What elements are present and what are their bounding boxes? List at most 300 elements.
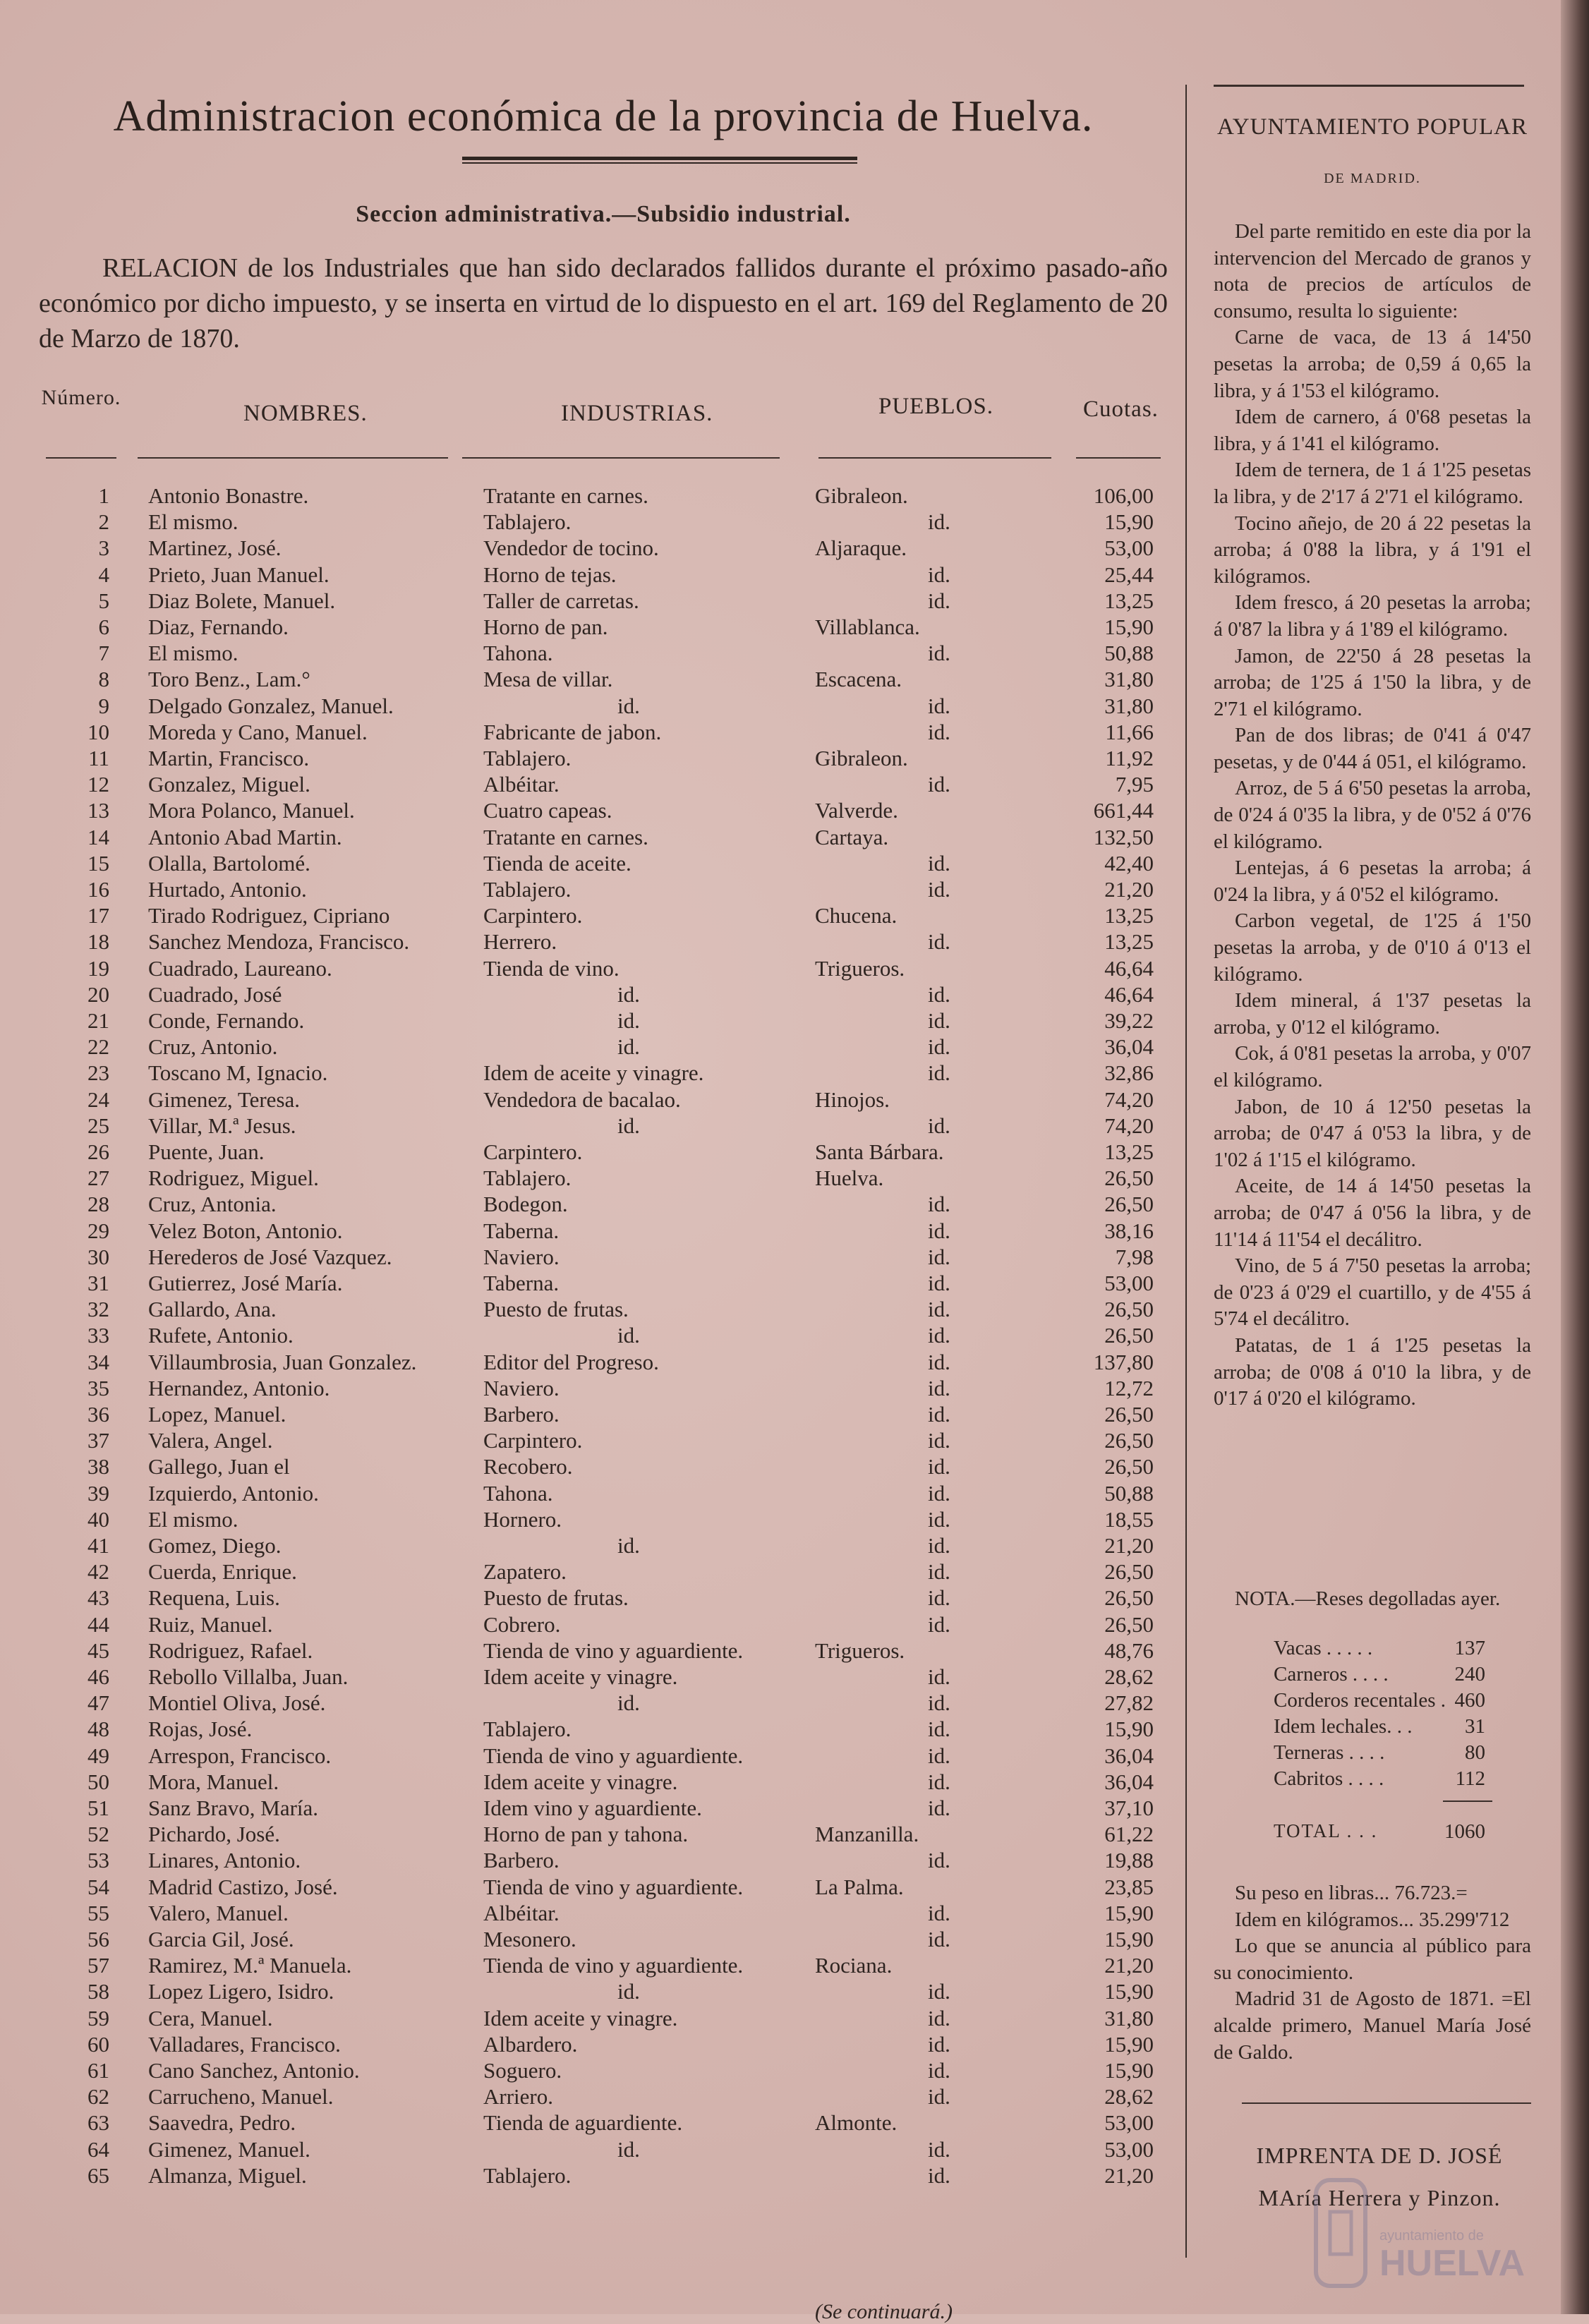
row-quota: 26,50 [1104, 1323, 1154, 1348]
row-number: 9 [98, 693, 109, 718]
row-number: 26 [87, 1139, 109, 1164]
row-quota: 48,76 [1104, 1638, 1154, 1663]
header-cuotas: Cuotas. [1083, 397, 1159, 422]
table-row [39, 1139, 1168, 1166]
row-name: Rodriguez, Miguel. [148, 1166, 319, 1191]
price-paragraph: Lentejas, á 6 pesetas la arroba; á 0'24 la libra, y á 0'52 el kilógramo. [1214, 857, 1531, 906]
row-name: Cano Sanchez, Antonio. [148, 2058, 360, 2083]
row-number: 30 [87, 1244, 109, 1269]
row-town: id. [928, 2136, 950, 2162]
row-name: Saavedra, Pedro. [148, 2110, 296, 2136]
row-number: 21 [87, 1008, 109, 1033]
table-row [39, 2058, 1168, 2084]
row-name: Gimenez, Teresa. [148, 1087, 301, 1112]
sidebar-subtitle: DE MADRID. [1324, 171, 1421, 186]
row-industry: Albardero. [483, 2031, 578, 2057]
row-number: 46 [87, 1664, 109, 1689]
table-row [39, 1087, 1168, 1113]
table-row [39, 509, 1168, 535]
row-name: Herederos de José Vazquez. [148, 1244, 392, 1269]
row-number: 62 [87, 2084, 109, 2110]
reses-value: 31 [1465, 1715, 1485, 1738]
row-name: Rojas, José. [148, 1717, 253, 1742]
row-number: 52 [87, 1822, 109, 1847]
row-name: Arrespon, Francisco. [148, 1743, 332, 1768]
row-town: id. [928, 1690, 950, 1716]
row-industry: Carpintero. [483, 1139, 583, 1164]
row-industry: Taller de carretas. [483, 588, 639, 613]
row-number: 2 [98, 509, 109, 535]
row-name: Mora Polanco, Manuel. [148, 798, 355, 823]
row-name: Diaz Bolete, Manuel. [148, 588, 336, 613]
row-quota: 26,50 [1104, 1611, 1154, 1637]
row-name: Olalla, Bartolomé. [148, 850, 310, 876]
price-paragraph: Idem de carnero, á 0'68 pesetas la libra, y á 1'41 el kilógramo. [1214, 406, 1531, 455]
row-number: 31 [87, 1271, 109, 1295]
row-number: 23 [87, 1060, 109, 1086]
table-row [39, 1323, 1168, 1349]
row-number: 53 [87, 1848, 109, 1873]
row-town: Huelva. [815, 1166, 884, 1191]
row-industry: Horno de tejas. [483, 562, 617, 587]
row-industry: Vendedor de tocino. [483, 535, 659, 561]
price-paragraph: Carne de vaca, de 13 á 14'50 pesetas la arroba; de 0,59 á 0,65 la libra, y á 1'53 el kilógramo. [1214, 326, 1531, 402]
row-name: Cuadrado, José [148, 981, 282, 1007]
row-number: 10 [87, 719, 109, 744]
row-industry: id. [617, 1690, 640, 1716]
header-industrias: INDUSTRIAS. [561, 401, 713, 426]
table-row [39, 1953, 1168, 1979]
price-paragraph: Idem mineral, á 1'37 pesetas la arroba, y 0'12 el kilógramo. [1214, 989, 1531, 1039]
reses-value: 80 [1465, 1741, 1485, 1764]
row-industry: id. [617, 1008, 640, 1033]
row-number: 50 [87, 1769, 109, 1794]
row-number: 25 [87, 1113, 109, 1138]
price-paragraph: Pan de dos libras; de 0'41 á 0'47 pesetas, y de 0'44 á 051, el kilógramo. [1214, 724, 1531, 773]
row-name: Hurtado, Antonio. [148, 877, 307, 902]
row-number: 54 [87, 1874, 109, 1899]
row-number: 33 [87, 1323, 109, 1348]
reses-label: Vacas . . . . . [1274, 1637, 1373, 1659]
row-quota: 15,90 [1104, 2058, 1154, 2083]
row-town: Manzanilla. [815, 1822, 919, 1847]
row-number: 32 [87, 1297, 109, 1322]
row-industry: Albéitar. [483, 772, 560, 797]
row-number: 17 [87, 903, 109, 928]
row-quota: 13,25 [1104, 1139, 1154, 1164]
row-quota: 21,20 [1104, 1533, 1154, 1558]
row-industry: id. [617, 2136, 640, 2162]
row-town: id. [928, 641, 950, 666]
row-number: 6 [98, 615, 109, 639]
price-paragraph: Cok, á 0'81 pesetas la arroba, y 0'07 el kilógramo. [1214, 1042, 1531, 1091]
table-row [39, 694, 1168, 720]
row-quota: 15,90 [1104, 2031, 1154, 2057]
row-quota: 53,00 [1104, 535, 1154, 561]
section-heading: Seccion administrativa.—Subsidio industrial. [356, 201, 851, 227]
row-industry: Idem aceite y vinagre. [483, 1664, 678, 1689]
row-number: 61 [87, 2058, 109, 2083]
table-row [39, 1481, 1168, 1507]
row-number: 48 [87, 1717, 109, 1742]
table-row [39, 1769, 1168, 1796]
row-town: Trigueros. [815, 1638, 905, 1663]
table-row [39, 1218, 1168, 1245]
row-quota: 46,64 [1104, 955, 1154, 981]
header-rule [818, 457, 1051, 459]
row-number: 24 [87, 1087, 109, 1112]
table-row [39, 851, 1168, 877]
row-quota: 15,90 [1104, 1979, 1154, 2004]
row-town: id. [928, 1533, 950, 1558]
row-number: 59 [87, 2005, 109, 2031]
row-name: Cuadrado, Laureano. [148, 955, 332, 981]
row-industry: Tienda de aguardiente. [483, 2110, 683, 2136]
row-quota: 13,25 [1104, 929, 1154, 955]
row-quota: 53,00 [1104, 2110, 1154, 2136]
row-industry: id. [617, 1533, 640, 1558]
row-name: Rodriguez, Rafael. [148, 1638, 313, 1663]
row-name: Gallardo, Ana. [148, 1297, 277, 1322]
row-quota: 7,98 [1115, 1244, 1154, 1269]
row-name: Lopez, Manuel. [148, 1402, 286, 1427]
row-quota: 36,04 [1104, 1769, 1154, 1794]
table-row [39, 1612, 1168, 1638]
row-name: Ruiz, Manuel. [148, 1611, 273, 1637]
row-quota: 15,90 [1104, 1900, 1154, 1925]
row-quota: 15,90 [1104, 615, 1154, 639]
row-industry: Arriero. [483, 2084, 553, 2110]
row-town: Valverde. [815, 798, 898, 823]
row-quota: 26,50 [1104, 1297, 1154, 1322]
row-industry: Zapatero. [483, 1559, 567, 1585]
row-name: Cruz, Antonio. [148, 1034, 278, 1060]
table-row [39, 1034, 1168, 1060]
row-number: 43 [87, 1585, 109, 1611]
table-row [39, 1559, 1168, 1585]
row-quota: 26,50 [1104, 1454, 1154, 1479]
row-quota: 50,88 [1104, 1480, 1154, 1506]
price-paragraph: Jamon, de 22'50 á 28 pesetas la arroba; de 1'25 á 1'50 la libra, y de 2'71 el kilógramo. [1214, 644, 1531, 720]
row-industry: Puesto de frutas. [483, 1585, 629, 1611]
row-name: Gimenez, Manuel. [148, 2136, 310, 2162]
row-quota: 36,04 [1104, 1034, 1154, 1060]
title-rule [462, 157, 857, 164]
row-town: id. [928, 1927, 950, 1951]
row-industry: id. [617, 1113, 640, 1138]
table-row [39, 798, 1168, 824]
row-number: 37 [87, 1428, 109, 1453]
row-name: Puente, Juan. [148, 1139, 265, 1164]
row-quota: 106,00 [1093, 483, 1154, 508]
row-industry: Tratante en carnes. [483, 483, 648, 508]
reses-table [1274, 1637, 1485, 1793]
row-name: Delgado Gonzalez, Manuel. [148, 693, 394, 718]
sidebar-title: AYUNTAMIENTO POPULAR [1217, 114, 1528, 140]
row-quota: 15,90 [1104, 509, 1154, 535]
row-number: 36 [87, 1402, 109, 1427]
row-town: id. [928, 1008, 950, 1033]
row-industry: Tablajero. [483, 2162, 572, 2188]
row-number: 55 [87, 1900, 109, 1925]
row-town: id. [928, 1060, 950, 1086]
row-town: id. [928, 1113, 950, 1138]
row-number: 38 [87, 1454, 109, 1479]
row-town: id. [928, 1034, 950, 1060]
row-number: 7 [98, 641, 109, 666]
reses-row [1274, 1715, 1485, 1741]
table-row [39, 1507, 1168, 1533]
price-paragraph: Idem de ternera, de 1 á 1'25 pesetas la libra, y de 2'17 á 2'71 el kilógramo. [1214, 459, 1531, 508]
row-number: 40 [87, 1506, 109, 1532]
row-number: 57 [87, 1953, 109, 1978]
row-name: Cera, Manuel. [148, 2005, 273, 2031]
row-number: 16 [87, 877, 109, 902]
row-number: 4 [98, 562, 109, 587]
row-name: Madrid Castizo, José. [148, 1874, 338, 1899]
row-number: 34 [87, 1349, 109, 1374]
row-town: id. [928, 1979, 950, 2004]
row-number: 45 [87, 1638, 109, 1663]
reses-label: Cabritos . . . . [1274, 1767, 1384, 1790]
row-quota: 74,20 [1104, 1087, 1154, 1112]
row-number: 5 [98, 588, 109, 613]
row-name: Velez Boton, Antonio. [148, 1218, 343, 1243]
price-paragraph: Del parte remitido en este dia por la intervencion del Mercado de granos y nota de precios de artículos de consumo, resulta lo siguiente: [1214, 220, 1531, 322]
row-industry: Puesto de frutas. [483, 1297, 629, 1322]
price-paragraph: Patatas, de 1 á 1'25 pesetas la arroba; de 0'08 á 0'10 la libra, y de 0'17 á 0'20 el kilógramo. [1214, 1333, 1531, 1410]
table-row [39, 903, 1168, 929]
row-name: Toro Benz., Lam.° [148, 667, 310, 692]
price-paragraph: Arroz, de 5 á 6'50 pesetas la arroba, de 0'24 á 0'35 la libra, y de 0'52 á 0'76 el kilógramo. [1214, 777, 1531, 853]
table-row [39, 1297, 1168, 1323]
row-name: Sanchez Mendoza, Francisco. [148, 929, 410, 955]
table-row [39, 1192, 1168, 1218]
row-industry: Fabricante de jabon. [483, 719, 662, 744]
row-number: 3 [98, 535, 109, 561]
row-industry: Barbero. [483, 1402, 560, 1427]
row-industry: Tablajero. [483, 509, 572, 535]
row-quota: 38,16 [1104, 1218, 1154, 1243]
row-town: id. [928, 929, 950, 955]
table-row [39, 667, 1168, 693]
reses-row [1274, 1637, 1485, 1663]
sidebar-footer [1214, 1880, 1531, 2066]
table-row [39, 1402, 1168, 1428]
row-number: 14 [87, 824, 109, 849]
row-quota: 31,80 [1104, 2005, 1154, 2031]
row-industry: Naviero. [483, 1375, 560, 1400]
row-number: 47 [87, 1690, 109, 1716]
row-number: 22 [87, 1034, 109, 1060]
row-town: id. [928, 1402, 950, 1427]
sum-rule [1443, 1801, 1492, 1802]
price-paragraph: Jabon, de 10 á 12'50 pesetas la arroba; de 0'47 á 0'53 la libra, y de 1'02 á 1'15 el kilógramo. [1214, 1095, 1531, 1171]
table-row [39, 1533, 1168, 1559]
row-quota: 46,64 [1104, 981, 1154, 1007]
row-town: id. [928, 719, 950, 744]
row-name: Requena, Luis. [148, 1585, 280, 1611]
row-name: Conde, Fernando. [148, 1008, 305, 1033]
row-name: Antonio Bonastre. [148, 483, 309, 508]
table-row [39, 1822, 1168, 1848]
reses-value: 137 [1454, 1637, 1485, 1659]
row-name: Lopez Ligero, Isidro. [148, 1979, 334, 2004]
row-name: Valera, Angel. [148, 1428, 273, 1453]
table-row [39, 562, 1168, 588]
reses-total [1274, 1820, 1485, 1842]
row-industry: id. [617, 981, 640, 1007]
row-number: 27 [87, 1166, 109, 1191]
row-name: Tirado Rodriguez, Cipriano [148, 903, 390, 928]
table-row [39, 1350, 1168, 1376]
row-town: id. [928, 2058, 950, 2083]
row-industry: Tablajero. [483, 1717, 572, 1742]
table-row [39, 746, 1168, 772]
row-town: id. [928, 1375, 950, 1400]
row-industry: id. [617, 693, 640, 718]
row-town: id. [928, 1218, 950, 1243]
header-rule [462, 457, 780, 459]
reses-label: Carneros . . . . [1274, 1663, 1389, 1685]
row-name: Martin, Francisco. [148, 746, 310, 770]
footer-paragraph: Idem en kilógramos... 35.299'712 [1235, 1908, 1510, 1931]
row-quota: 28,62 [1104, 1664, 1154, 1689]
header-pueblos: PUEBLOS. [878, 394, 993, 419]
row-name: Prieto, Juan Manuel. [148, 562, 330, 587]
row-name: Rebollo Villalba, Juan. [148, 1664, 349, 1689]
row-name: Gonzalez, Miguel. [148, 772, 310, 797]
row-town: Aljaraque. [815, 535, 907, 561]
table-row [39, 1848, 1168, 1874]
sidebar-top-rule [1214, 85, 1524, 87]
row-name: Villaumbrosia, Juan Gonzalez. [148, 1349, 417, 1374]
row-quota: 74,20 [1104, 1113, 1154, 1138]
row-quota: 61,22 [1104, 1822, 1154, 1847]
row-name: Gutierrez, José María. [148, 1271, 343, 1295]
table-row [39, 1376, 1168, 1402]
row-industry: Idem aceite y vinagre. [483, 2005, 678, 2031]
row-town: id. [928, 1585, 950, 1611]
table-row [39, 615, 1168, 641]
table-row [39, 1060, 1168, 1087]
row-town: id. [928, 1900, 950, 1925]
row-industry: id. [617, 1034, 640, 1060]
row-quota: 36,04 [1104, 1743, 1154, 1768]
row-name: Martinez, José. [148, 535, 282, 561]
table-row [39, 1428, 1168, 1454]
row-town: id. [928, 1323, 950, 1348]
row-quota: 21,20 [1104, 1953, 1154, 1978]
row-town: id. [928, 2162, 950, 2188]
row-industry: Tahona. [483, 1480, 553, 1506]
row-number: 60 [87, 2031, 109, 2057]
row-town: id. [928, 1717, 950, 1742]
row-town: Trigueros. [815, 955, 905, 981]
row-name: Gallego, Juan el [148, 1454, 290, 1479]
row-name: Pichardo, José. [148, 1822, 280, 1847]
row-number: 11 [88, 746, 109, 770]
table-row [39, 483, 1168, 509]
row-quota: 50,88 [1104, 641, 1154, 666]
table-row [39, 1585, 1168, 1611]
row-quota: 26,50 [1104, 1402, 1154, 1427]
reses-label: Terneras . . . . [1274, 1741, 1385, 1764]
price-paragraph: Aceite, de 14 á 14'50 pesetas la arroba; de 0'47 á 0'56 la libra, y de 11'14 á 11'54 el decálitro. [1214, 1175, 1531, 1251]
row-industry: Horno de pan y tahona. [483, 1822, 689, 1847]
row-name: Toscano M, Ignacio. [148, 1060, 328, 1086]
row-industry: Idem aceite y vinagre. [483, 1769, 678, 1794]
row-name: Mora, Manuel. [148, 1769, 279, 1794]
header-numero: Número. [41, 386, 121, 409]
row-number: 8 [98, 667, 109, 692]
row-number: 64 [87, 2136, 109, 2162]
footer-paragraph: Lo que se anuncia al público para su conocimiento. [1214, 1935, 1531, 1984]
row-industry: Carpintero. [483, 903, 583, 928]
row-industry: Horno de pan. [483, 615, 608, 639]
row-number: 44 [87, 1611, 109, 1637]
row-name: Valero, Manuel. [148, 1900, 289, 1925]
table-row [39, 1638, 1168, 1664]
svg-text:ayuntamiento de: ayuntamiento de [1379, 2228, 1484, 2244]
row-quota: 661,44 [1093, 798, 1154, 823]
row-name: Ramirez, M.ª Manuela. [148, 1953, 352, 1978]
price-paragraph: Tocino añejo, de 20 á 22 pesetas la arroba; á 0'88 la libra, y á 1'91 el kilógramos. [1214, 512, 1531, 588]
table-row [39, 1271, 1168, 1297]
row-quota: 26,50 [1104, 1428, 1154, 1453]
table-row [39, 982, 1168, 1008]
row-quota: 25,44 [1104, 562, 1154, 587]
row-quota: 42,40 [1104, 850, 1154, 876]
table-row [39, 825, 1168, 851]
row-town: id. [928, 877, 950, 902]
row-quota: 13,25 [1104, 588, 1154, 613]
row-town: id. [928, 1506, 950, 1532]
row-name: Diaz, Fernando. [148, 615, 289, 639]
row-town: Santa Bárbara. [815, 1139, 944, 1164]
row-industry: Tratante en carnes. [483, 824, 648, 849]
table-row [39, 2137, 1168, 2163]
row-name: Garcia Gil, José. [148, 1927, 294, 1951]
row-industry: Naviero. [483, 1244, 560, 1269]
row-quota: 27,82 [1104, 1690, 1154, 1716]
header-nombres: NOMBRES. [243, 401, 368, 426]
row-number: 1 [98, 483, 109, 508]
row-industry: Mesa de villar. [483, 667, 613, 692]
price-paragraph: Carbon vegetal, de 1'25 á 1'50 pesetas la arroba, y de 0'10 á 0'13 el kilógramo. [1214, 909, 1531, 986]
row-name: Antonio Abad Martin. [148, 824, 342, 849]
row-number: 15 [87, 850, 109, 876]
table-row [39, 1454, 1168, 1480]
row-town: Cartaya. [815, 824, 889, 849]
imprenta-credit: IMPRENTA DE D. JOSÉ MAría Herrera y Pinzon. [1256, 2143, 1503, 2210]
row-industry: Recobero. [483, 1454, 573, 1479]
footer-paragraph: Su peso en libras... 76.723.= [1235, 1882, 1468, 1904]
page-binding-edge [1561, 0, 1589, 2314]
row-town: Villablanca. [815, 615, 920, 639]
row-quota: 11,92 [1105, 746, 1154, 770]
row-quota: 137,80 [1093, 1349, 1154, 1374]
row-industry: Tablajero. [483, 877, 572, 902]
row-town: id. [928, 1244, 950, 1269]
row-town: id. [928, 1297, 950, 1322]
table-row [39, 1743, 1168, 1769]
row-town: id. [928, 2031, 950, 2057]
row-town: Rociana. [815, 1953, 893, 1978]
row-town: id. [928, 1454, 950, 1479]
row-town: Chucena. [815, 903, 898, 928]
reses-value: 112 [1455, 1767, 1485, 1790]
